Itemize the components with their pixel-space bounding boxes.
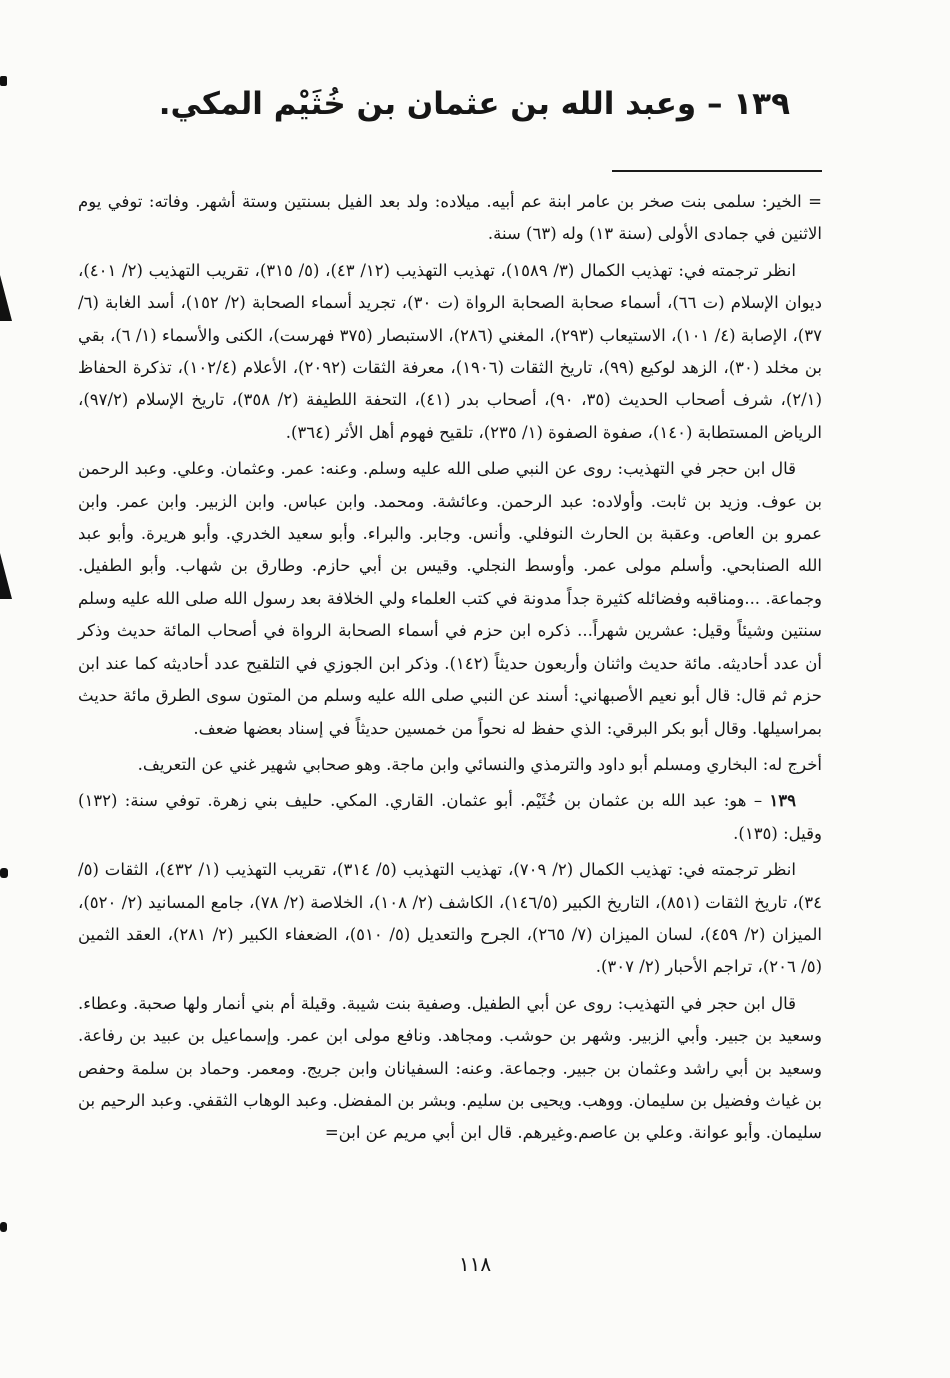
scan-mark <box>0 553 12 599</box>
page-number: ١١٨ <box>458 1252 492 1276</box>
footnote-biography: قال ابن حجر في التهذيب: روى عن النبي صلى الله عليه وسلم. وعنه: عمر. وعثمان. وعلي. وعبد الرحمن بن عوف. وزيد بن ثابت. وأولاده: عبد الرحمن. وعائشة. ومحمد. وابن عباس. وابن الزبير. وابن عمر. وابن عمرو بن العاص. وعقبة بن الحارث النوفلي. وأنس. وجابر. والبراء. وأبو سعيد الخدري. وأبو هريرة. وأبو عبد الله الصنابحي. وأسلم مولى عمر. وأوسط النجلي. وقيس بن أبي حازم. وطارق بن شهاب. وأبو الطفيل. وجماعة. ...ومناقبه وفضائله كثيرة جداً مدونة في كتب العلماء ولي الخلافة بعد رسول الله صلى الله عليه وسلم سنتين وشيئاً وقيل: عشرين شهراً... ذكره ابن حزم في أسماء الصحابة الرواة في أصحاب المائة حديث وذكر أن عدد أحاديثه. مائة حديث واثنان وأربعون حديثاً (١٤٢). وذكر ابن الجوزي في التلقيح عدد أحاديثه كما عند ابن حزم ثم قال: قال أبو نعيم الأصبهاني: أسند عن النبي صلى الله عليه وسلم من المتون سوى الطرق مائة حديث بمراسيلها. وقال أبو بكر البرقي: الذي حفظ له نحواً من خمسين حديثاً في إسناد بعضها ضعف. <box>78 459 822 738</box>
entry-number: ١٣٩ <box>769 791 796 811</box>
entry-sources: انظر ترجمته في: تهذيب الكمال (٢/ ٧٠٩)، تهذيب التهذيب (٥/ ٣١٤)، تقريب التهذيب (١/ ٤٣٢)، الثقات (٥/ ٣٤)، تاريخ الثقات (٨٥١)، التاريخ الكبير (١٤٦/٥)، الكاشف (٢/ ١٠٨)، الخلاصة (٢/ ٧٨)، جامع المسانيد (٢/ ٥٢٠)، الميزان (٢/ ٤٥٩)، لسان الميزان (٧/ ٢٦٥)، الجرح والتعديل (٥/ ٥١٠)، الضعفاء الكبير (٢/ ٢٨١)، العقد الثمين (٥/ ٢٠٦)، تراجم الأحبار (٢/ ٣٠٧). <box>78 860 822 977</box>
scan-mark <box>0 76 7 86</box>
scan-mark <box>0 868 8 878</box>
entry-heading: ١٣٩ – وعبد الله بن عثمان بن خُثَيْم المكي. <box>158 86 790 122</box>
footnote-separator <box>612 170 822 172</box>
page-body <box>78 186 822 1154</box>
scan-mark <box>0 275 12 321</box>
footnote-sources: انظر ترجمته في: تهذيب الكمال (٣/ ١٥٨٩)، تهذيب التهذيب (١٢/ ٤٣)، (٥/ ٣١٥)، تقريب التهذيب (٢/ ٤٠١)، ديوان الإسلام (ت ٦٦)، أسماء صحابة الصحابة الرواة (ت ٣٠)، تجريد أسماء الصحابة (٢/ ١٥٢)، أسد الغابة (٦/ ٣٧)، الإصابة (٤/ ١٠١)، الاستيعاب (٢٩٣)، المغني (٢٨٦)، الاستبصار (٣٧٥ فهرست)، الكنى والأسماء (١/ ٦)، بقي بن مخلد (٣٠)، الزهد لوكيع (٩٩)، تاريخ الثقات (١٩٠٦)، معرفة الثقات (٢٠٩٢)، الأعلام (١٠٢/٤)، تذكرة الحفاظ (٢/١)، شرف أصحاب الحديث (٣٥، ٩٠)، أصحاب بدر (٤١)، التحفة اللطيفة (٢/ ٣٥٨)، تاريخ الإسلام (٩٧/٢)، الرياض المستطابة (١٤٠)، صفوة الصفوة (١/ ٢٣٥)، تلقيح فهوم أهل الأثر (٣٦٤). <box>78 260 823 442</box>
footnote-continuation: = الخير: سلمى بنت صخر بن عامر ابنة عم أبيه. ميلاده: ولد بعد الفيل بسنتين وستة أشهر. وفاته: توفي يوم الاثنين في جمادى الأولى (سنة ١٣) وله (٦٣) سنة. <box>78 192 822 244</box>
entry-text: – هو: عبد الله بن عثمان بن خُثَيْم. أبو عثمان. القاري. المكي. حليف بني زهرة. توفي سنة: (١٣٢) وقيل: (١٣٥). <box>78 791 822 843</box>
entry-footnote-intro <box>78 785 822 850</box>
scan-mark <box>0 1222 7 1232</box>
entry-biography: قال ابن حجر في التهذيب: روى عن أبي الطفيل. وصفية بنت شيبة. وقيلة أم بني أنمار ولها صحبة. وعطاء. وسعيد بن جبير. وأبي الزبير. وشهر بن حوشب. ومجاهد. ونافع مولى ابن عمر. وإسماعيل بن عبيد بن رفاعة. وسعيد بن أبي راشد وعثمان بن جبير. وجماعة. وعنه: السفيانان وابن جريج. ومعمر. وحماد بن سلمة وحفص بن غياث وفضيل بن سليمان. ووهب. ويحيى بن سليم. وبشر بن المفضل. وعبد الوهاب الثقفي. وعبد الرحيم بن سليمان. وأبو عوانة. وعلي بن عاصم.وغيرهم. قال ابن أبي مريم عن ابن= <box>78 993 822 1143</box>
footnote-narrators: أخرج له: البخاري ومسلم أبو داود والترمذي والنسائي وابن ماجة. وهو صحابي شهير غني عن التعريف. <box>137 754 822 774</box>
